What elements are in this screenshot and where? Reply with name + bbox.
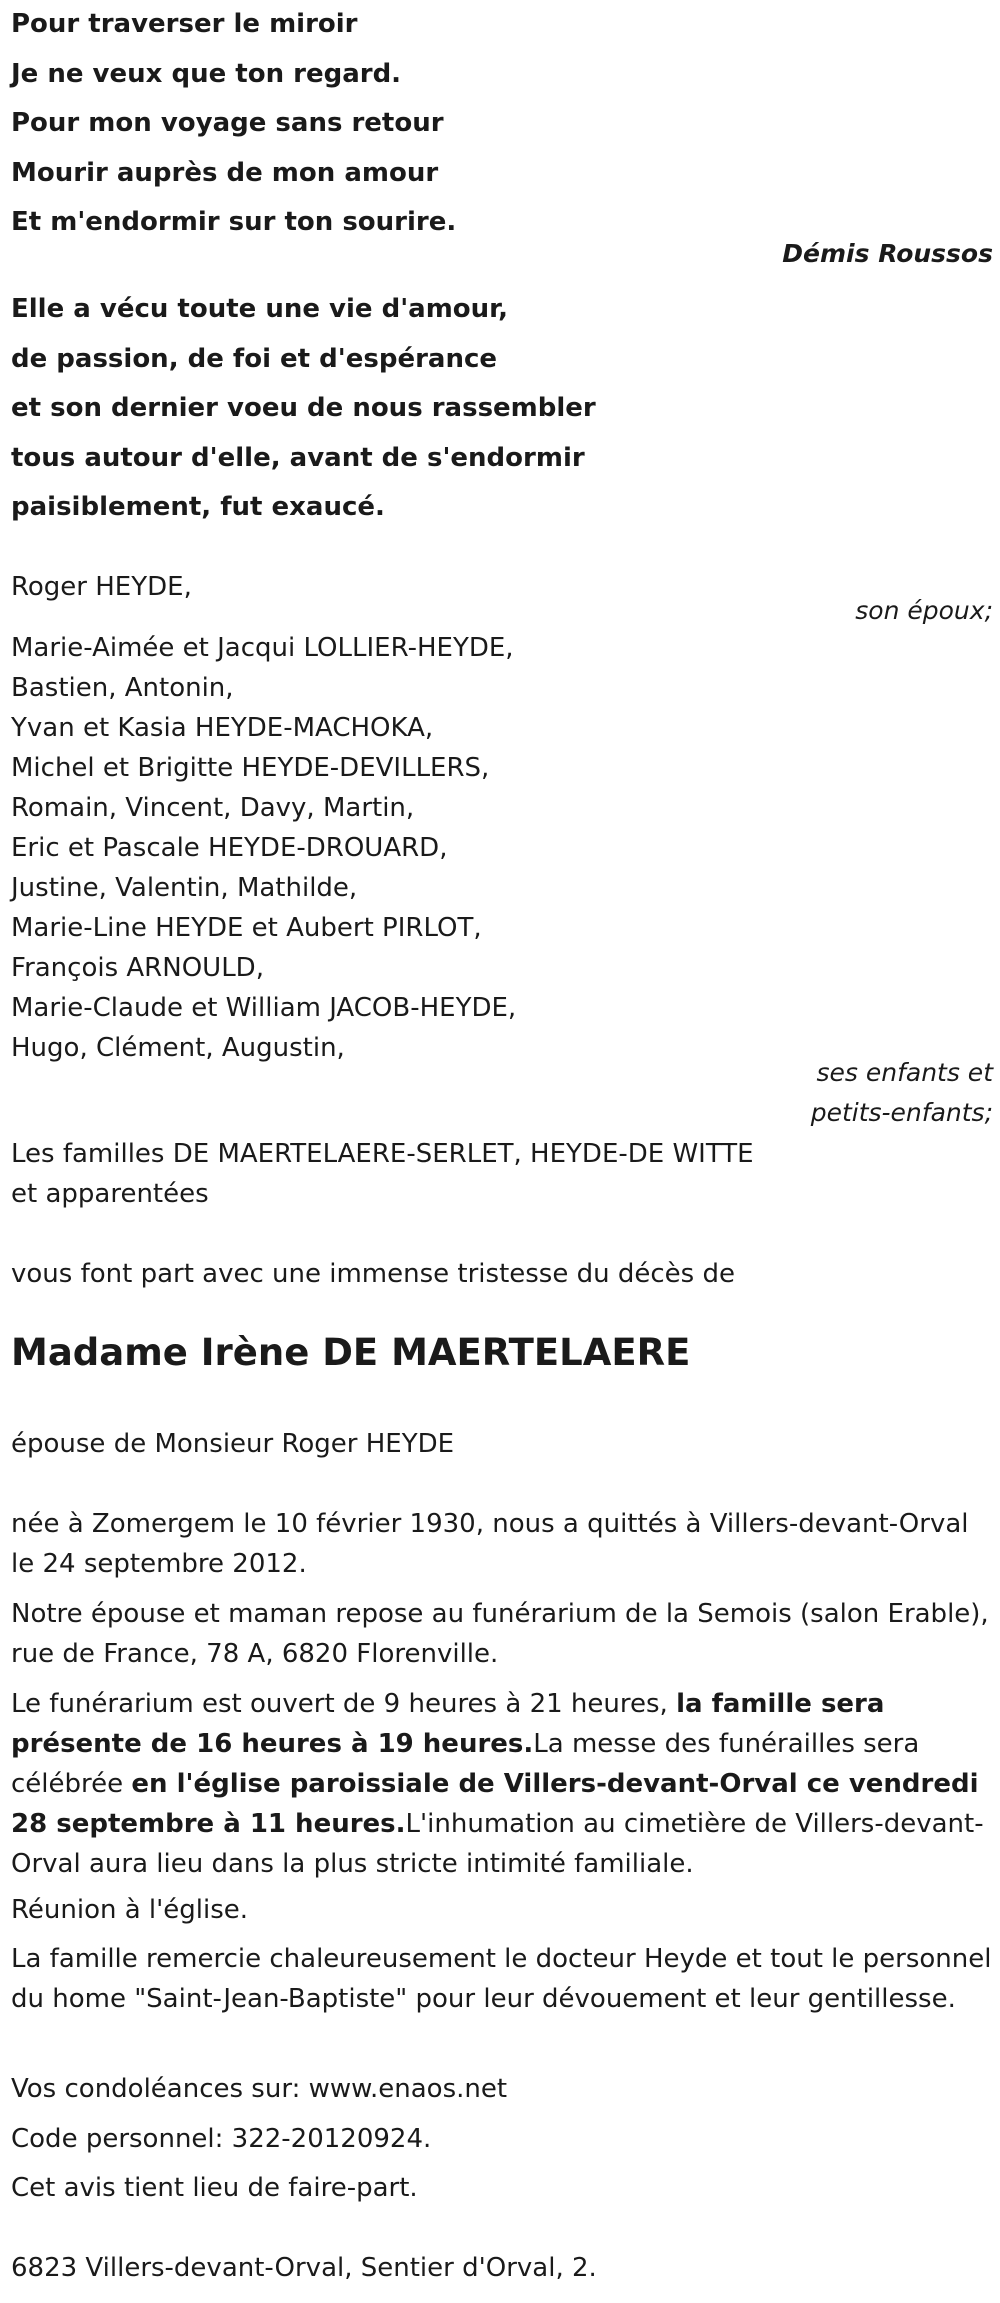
- condolences-info: Vos condoléances sur: www.enaos.net: [11, 2074, 508, 2104]
- list-item: Romain, Vincent, Davy, Martin,: [11, 793, 415, 823]
- list-item: Michel et Brigitte HEYDE-DEVILLERS,: [11, 753, 490, 783]
- list-item: Marie-Aimée et Jacqui LOLLIER-HEYDE,: [11, 633, 514, 663]
- list-item: Marie-Claude et William JACOB-HEYDE,: [11, 993, 517, 1023]
- deceased-spouse-of: épouse de Monsieur Roger HEYDE: [11, 1429, 455, 1459]
- visitation-text-3: L'inhumation au cimetière de Villers-devant-Orval aura lieu dans la plus stricte intimité familiale.: [11, 1809, 984, 1879]
- poem-line: Pour traverser le miroir: [11, 9, 358, 39]
- spouse-name: Roger HEYDE,: [11, 572, 192, 602]
- list-item: Eric et Pascale HEYDE-DROUARD,: [11, 833, 448, 863]
- visitation-info: [11, 1684, 993, 1884]
- list-item: Marie-Line HEYDE et Aubert PIRLOT,: [11, 913, 482, 943]
- poem-line: Et m'endormir sur ton sourire.: [11, 207, 457, 237]
- address: 6823 Villers-devant-Orval, Sentier d'Orval, 2.: [11, 2253, 597, 2283]
- list-item: Bastien, Antonin,: [11, 673, 234, 703]
- visitation-bold-1: la famille sera présente de 16 heures à 19 heures.: [11, 1689, 885, 1759]
- visitation-bold-2: en l'église paroissiale de Villers-devant-Orval ce vendredi 28 septembre à 11 heures.: [11, 1769, 979, 1839]
- list-item: François ARNOULD,: [11, 953, 264, 983]
- birth-death-info: née à Zomergem le 10 février 1930, nous a quittés à Villers-devant-Orval le 24 septembre 2012.: [11, 1509, 969, 1579]
- spouse-relation: son époux;: [855, 596, 993, 625]
- tribute-line: tous autour d'elle, avant de s'endormir: [11, 442, 585, 473]
- visitation-text-2: La messe des funérailles sera célébrée: [11, 1729, 920, 1799]
- families-line1: Les familles DE MAERTELAERE-SERLET, HEYDE-DE WITTE: [11, 1139, 754, 1169]
- list-item: Yvan et Kasia HEYDE-MACHOKA,: [11, 713, 434, 743]
- families: [11, 1134, 993, 1214]
- tribute-line: paisiblement, fut exaucé.: [11, 492, 385, 522]
- poem: [11, 0, 993, 248]
- poem-line: Je ne veux que ton regard.: [11, 58, 402, 89]
- poem-line: Mourir auprès de mon amour: [11, 157, 439, 188]
- families-line2: et apparentées: [11, 1179, 209, 1209]
- tribute: [11, 285, 993, 533]
- visitation-text-1: Le funérarium est ouvert de 9 heures à 21 heures,: [11, 1689, 677, 1719]
- list-item: Hugo, Clément, Augustin,: [11, 1033, 345, 1063]
- children-relation-line1: ses enfants et: [816, 1058, 993, 1087]
- personal-code: Code personnel: 322-20120924.: [11, 2124, 432, 2154]
- poem-line: Pour mon voyage sans retour: [11, 108, 444, 138]
- tribute-line: de passion, de foi et d'espérance: [11, 343, 498, 374]
- tribute-line: Elle a vécu toute une vie d'amour,: [11, 294, 509, 324]
- tribute-line: et son dernier voeu de nous rassembler: [11, 393, 596, 423]
- children-relation: [11, 1053, 993, 1133]
- list-item: Justine, Valentin, Mathilde,: [11, 873, 358, 903]
- poem-author: Démis Roussos: [782, 239, 993, 268]
- meeting-info: Réunion à l'église.: [11, 1895, 249, 1925]
- deceased-name: Madame Irène DE MAERTELAERE: [11, 1331, 691, 1374]
- thanks-info: La famille remercie chaleureusement le docteur Heyde et tout le personnel du home "Saint-Jean-Baptiste" pour leur dévouement et leur gentillesse.: [11, 1944, 992, 2014]
- children-list: [11, 628, 993, 1068]
- notice-info: Cet avis tient lieu de faire-part.: [11, 2173, 418, 2203]
- children-relation-line2: petits-enfants;: [810, 1098, 993, 1127]
- funeral-home-info: Notre épouse et maman repose au funérarium de la Semois (salon Erable), rue de France, 78 A, 6820 Florenville.: [11, 1599, 989, 1669]
- announcement: vous font part avec une immense tristesse du décès de: [11, 1259, 735, 1289]
